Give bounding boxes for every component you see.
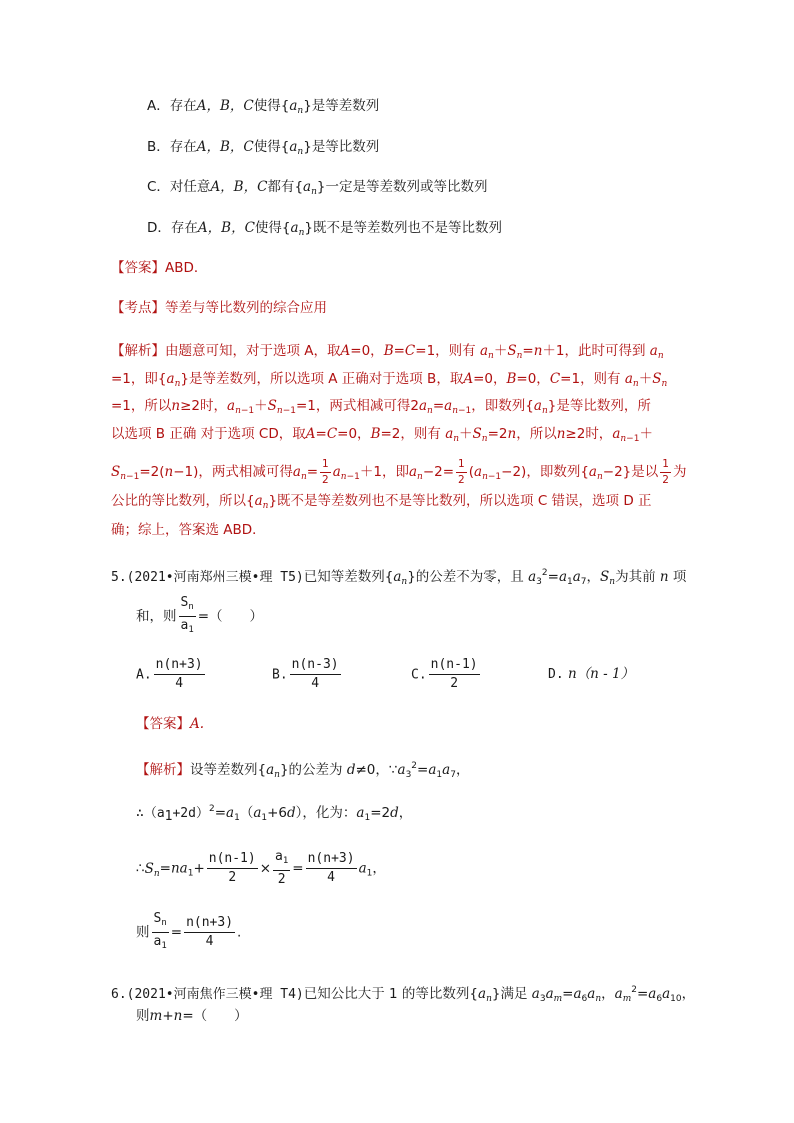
q4-analysis-line4: 以选项 B 正确 对于选项 CD，取A=C=0，B=2，则有 $a_n+S_n=2n$，所以n≥2时，$a_{n-1}+$	[111, 426, 653, 444]
q4-analysis-line3: =1，所以n≥2时，$a_{n-1}+S_{n-1}=1$，两式相减可得$2a_n=a_{n-1}$，即数列$\{a_n\}$是等比数列，所	[111, 398, 651, 416]
q6-stem-line1: 6.(2021•河南焦作三模•理 T4)已知公比大于 1 的等比数列$\{a_n\}$满足 $a_3a_m=a_6a_n$，$a_m^2=a_6a_{10}$，	[111, 985, 696, 1004]
q4-option-c: C．对任意A，B，C都有$\{a_n\}$一定是等差数列或等比数列	[147, 179, 488, 197]
q5-answer: 【答案】A.	[136, 716, 205, 732]
q4-analysis-line2: =1，即$\{a_n\}$是等差数列，所以选项 A 正确对于选项 B，取A=0，B=0，C=1，则有 $a_n+S_n$	[111, 371, 668, 389]
q4-analysis-line5: $S_{n-1}=2(n-1)$，两式相减可得$a_n=$ $\frac{1}{2}$ $a_{n-1}+1$，即$a_n-2=$ $\frac{1}{2}$ $(a_{n-1}-2)$，即数列$\{a_n-2\}$是以 $\frac{1}{2}$ 为	[111, 457, 687, 486]
q4-option-a: A．存在A，B，C使得$\{a_n\}$是等差数列	[147, 98, 380, 116]
q5-solution-line4: 则 $\frac{S_n}{a_1}$ = $\frac{n(n+3)}{4}$ .	[136, 911, 242, 951]
q5-solution-line3: $\therefore S_n=na_1+$ $\frac{n(n-1)}{2}$ × $\frac{a_1}{2}$ = $\frac{n(n+3)}{4}$ $a_1$，	[136, 849, 386, 887]
q5-stem-line1: 5.(2021•河南郑州三模•理 T5)已知等差数列$\{a_n\}$的公差不为零，且 $a_3^2=a_1a_7$，$S_n$为其前 n 项	[111, 568, 687, 587]
q4-option-d: D．存在A，B，C使得$\{a_n\}$既不是等差数列也不是等比数列	[147, 220, 502, 238]
q5-option-b: B. $\frac{n(n-3)}{4}$	[272, 657, 339, 691]
q5-option-c: C. $\frac{n(n-1)}{2}$	[411, 657, 478, 691]
q4-analysis-line1: 【解析】由题意可知，对于选项 A，取A=0，B=C=1，则有 $a_n+S_n=n+1$，此时可得到 $a_n$	[111, 343, 664, 361]
q5-option-a: A. $\frac{n(n+3)}{4}$	[136, 657, 203, 691]
q4-analysis-line7: 确；综上，答案选 ABD．	[111, 522, 266, 538]
q5-stem-line2: 和，则 $\frac{S_n}{a_1}$ =（ ）	[136, 595, 264, 635]
q4-analysis-line6: 公比的等比数列，所以$\{a_n\}$既不是等差数列也不是等比数列，所以选项 C 错误，选项 D 正	[111, 493, 652, 511]
q4-topic: 【考点】等差与等比数列的综合应用	[111, 300, 327, 316]
q6-stem-line2: 则m+n=（ ）	[136, 1008, 248, 1024]
q4-option-b: B．存在A，B，C使得$\{a_n\}$是等比数列	[147, 139, 380, 157]
q4-answer: 【答案】ABD．	[111, 260, 208, 276]
q5-solution-line2: $\therefore(a_1+2d)^2=a_1(a_1+6d)$，化为：$a_1=2d$，	[136, 804, 413, 824]
q5-option-d: D. n（n - 1）	[548, 666, 635, 682]
q5-solution-line1: 【解析】设等差数列$\{a_n\}$的公差为 d≠0，$\because a_3^2=a_1a_7$，	[136, 761, 470, 780]
